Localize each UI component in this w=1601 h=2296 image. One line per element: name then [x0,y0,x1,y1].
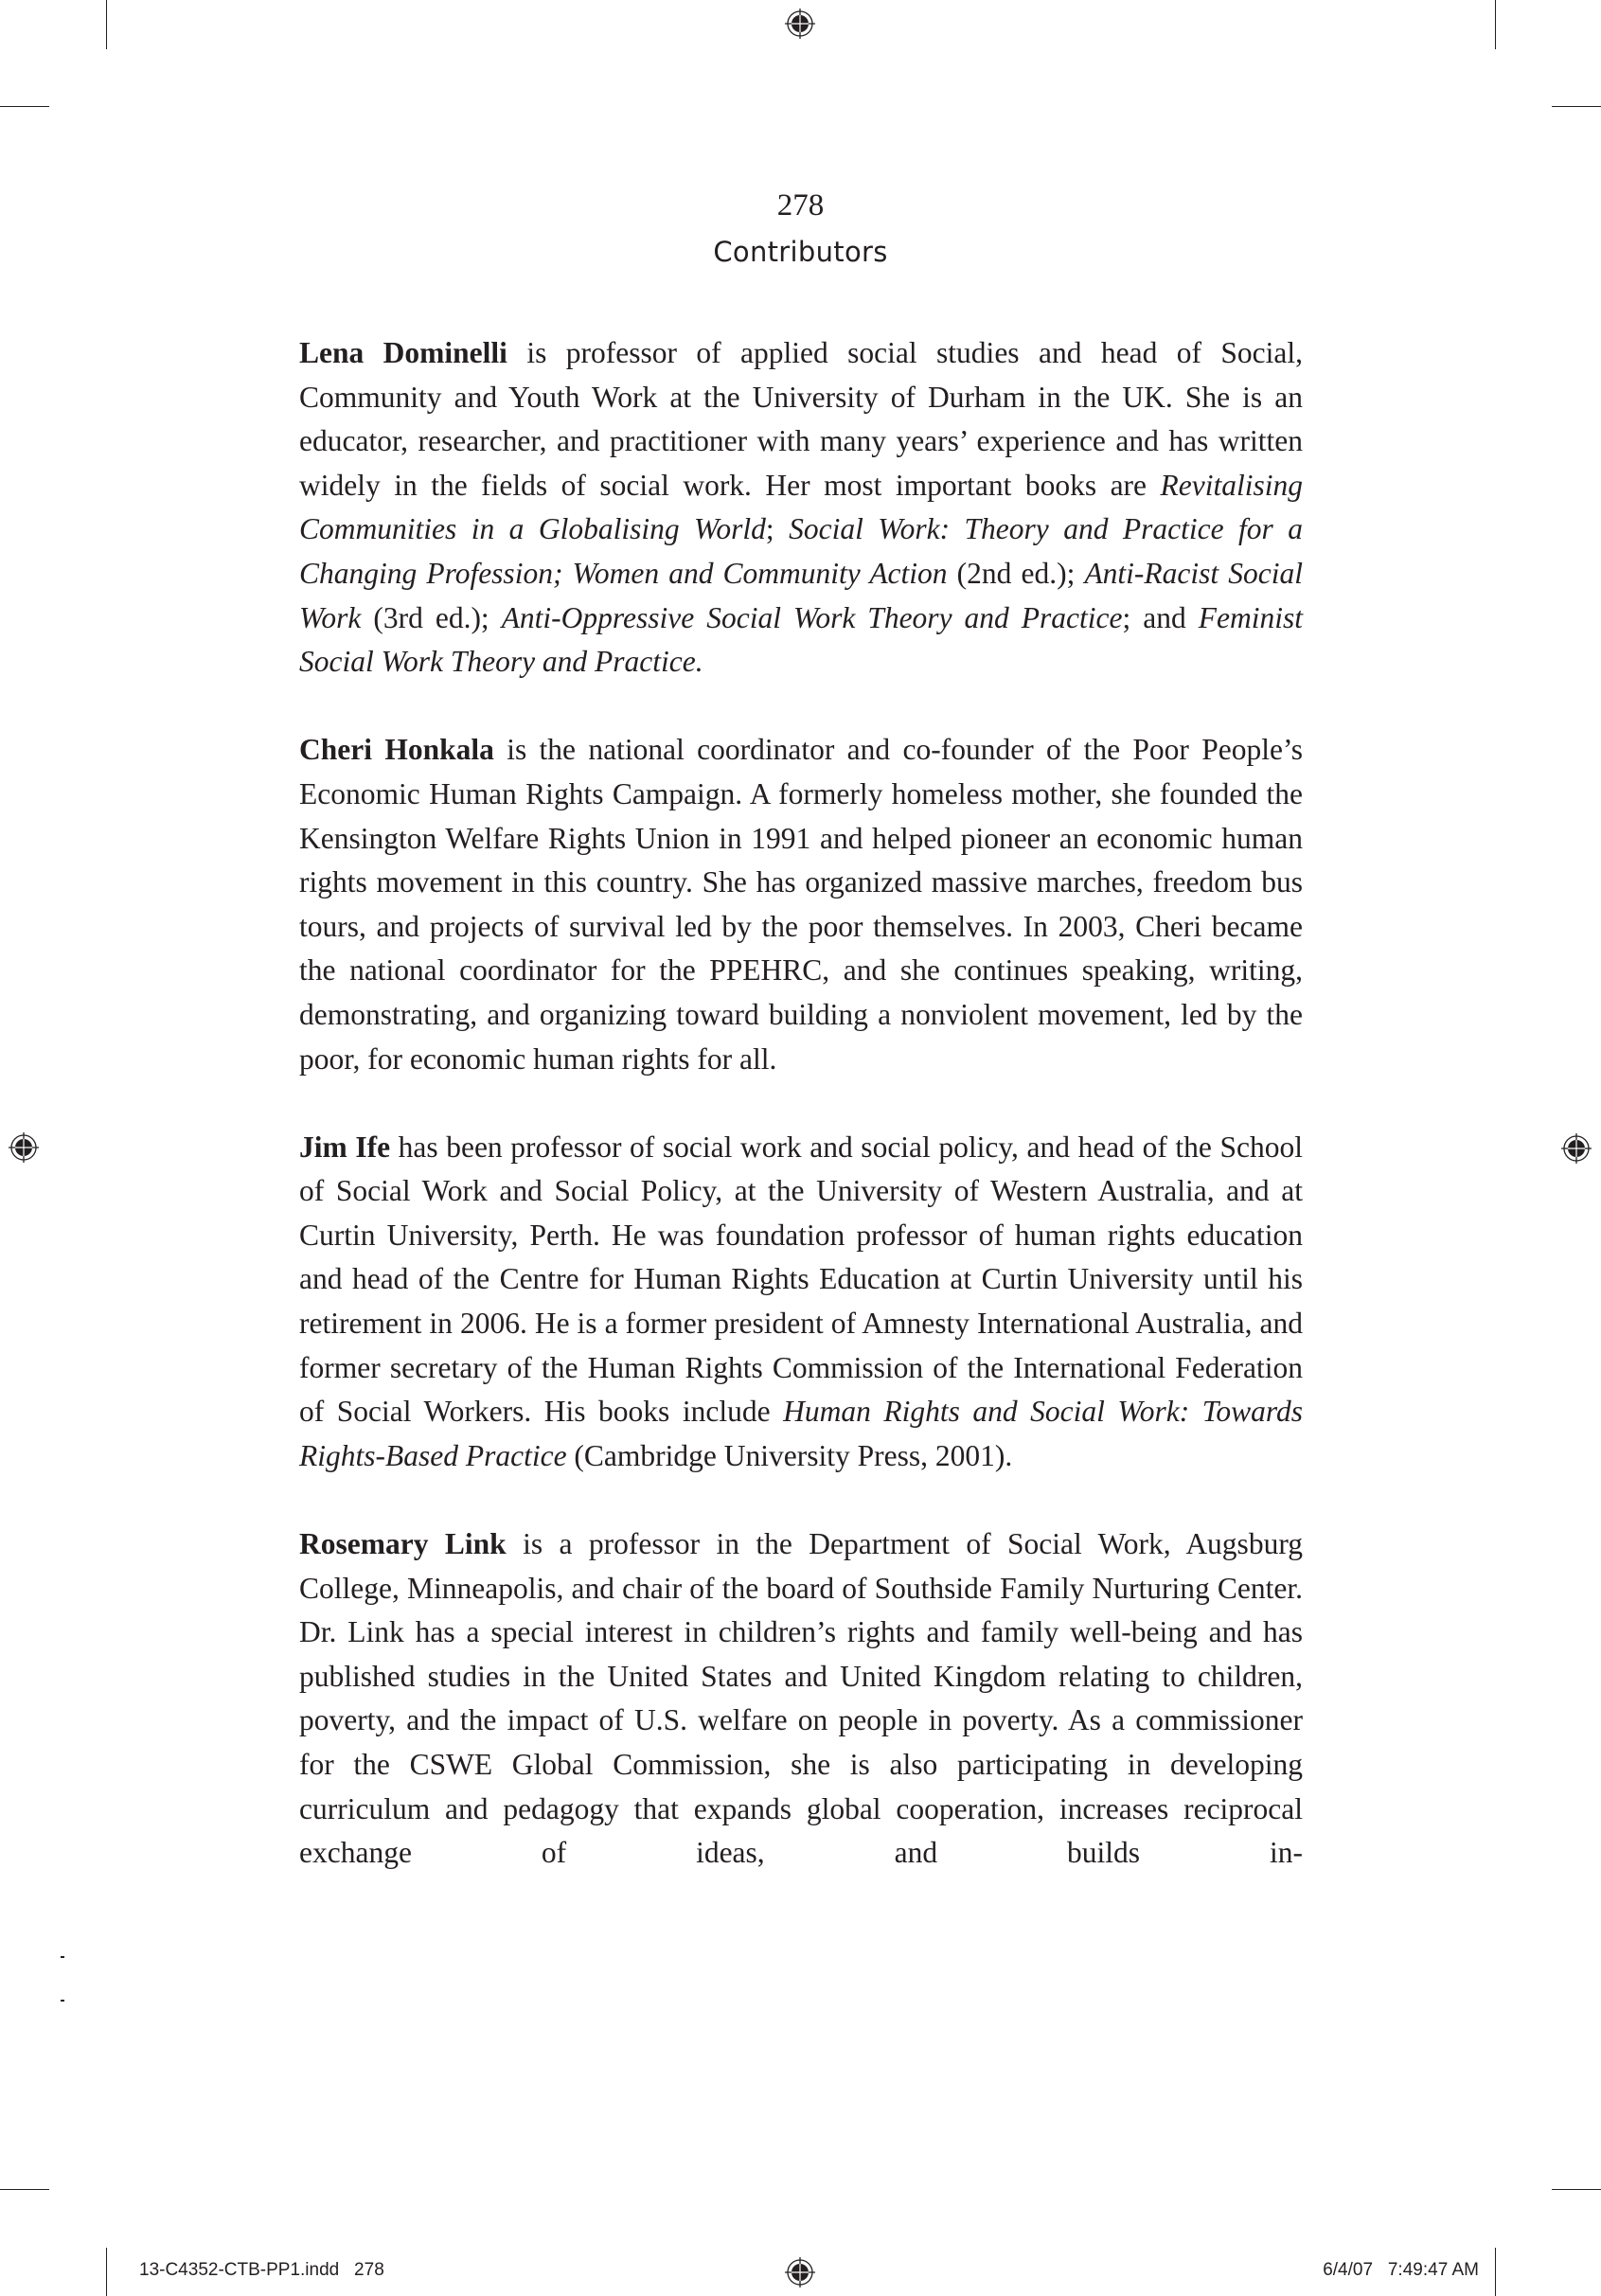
contributor-name: Jim Ife [299,1130,391,1164]
book-title: Social Work: Theory and Practice for a Changing Profession; Women and Community Action [299,512,1303,590]
crop-mark-top-right [1495,0,1496,49]
crop-mark-bottom-left [106,2248,107,2296]
book-title: Revitalising Communities in a Globalising World [299,468,1303,546]
running-head [0,187,1601,270]
bio-text [299,1527,1303,1869]
contributor-name: Lena Dominelli [299,336,507,369]
bio-text-run: (3rd ed.); [361,600,502,634]
crop-mark-right-top [1552,106,1601,107]
crop-mark-top-left [106,0,107,49]
crop-mark-bottom-right [1495,2248,1496,2296]
book-title: Anti-Oppressive Social Work Theory and Practice [501,600,1123,634]
bio-text-run: is the national coordinator and co-founder of the Poor People’s Economic Human Rights Campaign. A formerly homeless mother, she founded the Kensington Welfare Rights Union in 1991 and helped pioneer an economic human rights movement in this country. She has organized massive marches, freedom bus tours, and projects of survival led by the poor themselves. In 2003, Cheri became the national coordinator for the PPEHRC, and she continues speaking, writing, demonstrating, and organizing toward building a nonviolent movement, led by the poor, for economic human rights for all. [299,733,1303,1076]
bio-text [299,733,1303,1075]
bio-text [299,336,1303,678]
slug-file-info: 13-C4352-CTB-PP1.indd 278 [139,2260,384,2280]
contributor-name: Cheri Honkala [299,733,494,767]
book-title: Feminist Social Work Theory and Practice. [299,600,1304,679]
contributor-bio [299,728,1303,1081]
bio-text [299,1130,1303,1472]
page-number: 278 [776,188,825,222]
registration-target-icon [1559,1131,1593,1166]
book-title: Anti-Racist Social Work [299,556,1303,634]
bio-text-run: (Cambridge University Press, 2001). [566,1438,1013,1472]
section-title: Contributors [713,236,888,268]
bio-text-run: ; and [1122,600,1199,634]
registration-target-icon [783,2255,817,2289]
book-title: Human Rights and Social Work: Towards Rights-Based Practice [299,1395,1303,1472]
contributor-bio [299,331,1303,685]
bio-text-run: ; [765,512,790,546]
crop-mark-right-bottom [1552,2189,1601,2190]
bio-text-run: has been professor of social work and social policy, and head of the School of Social Work and Social Policy, at the University of Western Australia, and at Curtin University, Perth. He was foundation professor of human rights education and head of the Centre for Human Rights Education at Curtin University until his retirement in 2006. He is a former president of Amnesty International Australia, and former secretary of the Human Rights Commission of the International Federation of Social Workers. His books include [299,1130,1303,1429]
edge-tick-mark [61,2000,64,2002]
registration-target-icon [7,1130,41,1165]
registration-target-icon [783,7,817,41]
edge-tick-mark [61,1956,64,1958]
contributor-bio [299,1522,1303,1876]
contributor-bio [299,1126,1303,1479]
crop-mark-left-bottom [0,2189,49,2190]
contributors-list [299,331,1303,1919]
slug-timestamp: 6/4/07 7:49:47 AM [1323,2260,1479,2280]
bio-text-run: is professor of applied social studies and head of Social, Community and Youth Work at the University of Durham in the UK. She is an educator, researcher, and practitioner with many years’ experience and has written widely in the fields of social work. Her most important books are [299,336,1303,502]
bio-text-run: is a professor in the Department of Social Work, Augsburg College, Minneapolis, and chair of the board of Southside Family Nurturing Center. Dr. Link has a special interest in children’s rights and family well-being and has published studies in the United States and United Kingdom relating to children, poverty, and the impact of U.S. welfare on people in poverty. As a commissioner for the CSWE Global Commission, she is also participating in developing curriculum and pedagogy that expands global cooperation, increases reciprocal exchange of ideas, and builds in- [299,1527,1303,1870]
bio-text-run: (2nd ed.); [947,556,1085,590]
contributor-name: Rosemary Link [299,1527,507,1561]
crop-mark-left-top [0,106,49,107]
